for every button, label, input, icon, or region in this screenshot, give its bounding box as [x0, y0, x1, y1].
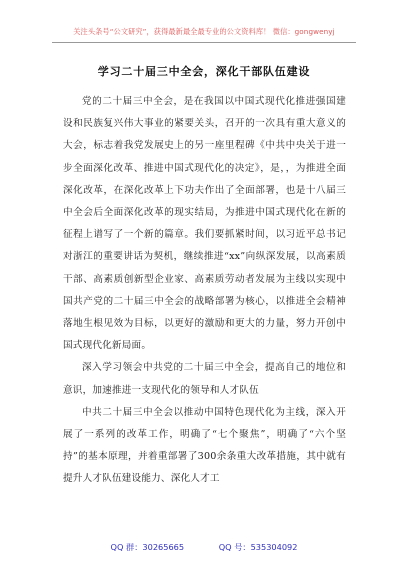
- page-header-banner: 关注头条号“公文研究”，获得最新最全最专业的公文资料库！ 微信：gongwenyj: [73, 27, 335, 36]
- footer-qq-number: QQ 号：535304092: [218, 542, 298, 552]
- header-divider: [52, 42, 356, 43]
- body-paragraph-2: 深入学习领会中共党的二十届三中全会，提高自己的地位和意识，加速推进一支现代化的领导和人才队伍: [63, 362, 346, 396]
- page-footer: [0, 542, 408, 553]
- document-body: [63, 91, 346, 491]
- document-title: 学习二十届三中全会，深化干部队伍建设: [97, 65, 311, 78]
- body-paragraph-3: 中共二十届三中全会以推动中国特色现代化为主线，深入开展了一系列的改革工作，明确了“七个聚焦”，明确了“六个坚持”的基本原理，并着重部署了300余条重大改革措施，其中就有提升人才队伍建设能力、深化人才工: [63, 406, 346, 485]
- body-paragraph-1: 党的二十届三中全会，是在我国以中国式现代化推进强国建设和民族复兴伟大事业的紧要关头，召开的一次具有重大意义的大会，标志着我党发展史上的另一座里程碑《中共中央关于进一步全面深化改革、推进中国式现代化的决定》，是，，为推进全面深化改革，在深化改革上下功夫作出了全面部署，也是十八届三中全会后全面深化改革的现实结局，为推进中国式现代化在新的征程上谱写了一个新的篇章。我们要抓紧时间，以习近平总书记对浙江的重要讲话为契机，继续推进“xx”向纵深发展，以高素质干部、高素质创新型企业家、高素质劳动者发展为主线以实现中国共产党的二十届三中全会的战略部署为核心，以推进全会精神落地生根见效为目标，以更好的激励和更大的力量，努力开创中国式现代化新局面。: [63, 96, 346, 352]
- footer-qq-group: QQ 群：30265665: [110, 542, 185, 552]
